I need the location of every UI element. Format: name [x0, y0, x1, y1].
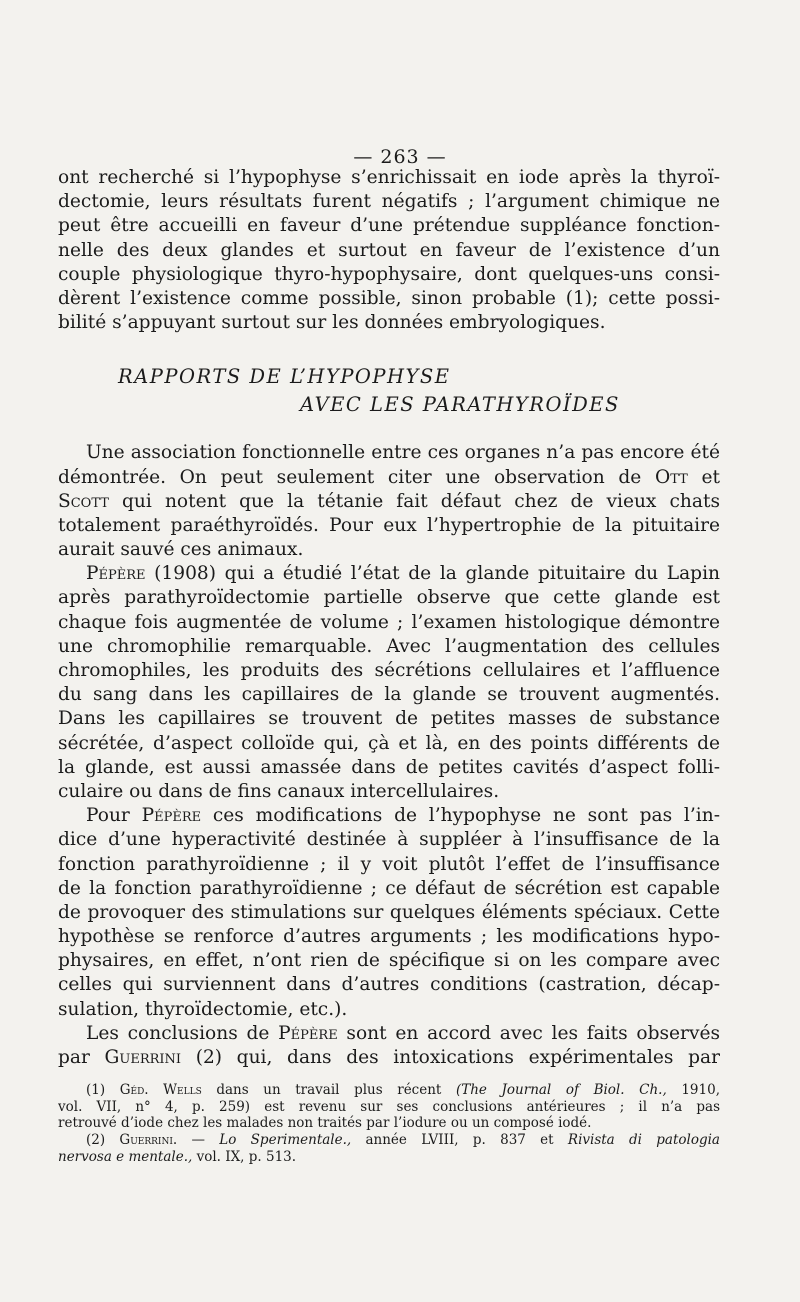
text-line: culaire ou dans de fins canaux intercellulaires.	[58, 780, 500, 802]
footnote-2: (2) Guerrini. — Lo Sperimentale., année LVIII, p. 837 et Rivista di patologia	[86, 1131, 720, 1148]
text-line: dice d’une hyperactivité destinée à suppléer à l’insuffisance de la	[58, 829, 720, 851]
heading-line-1: RAPPORTS DE L’HYPOPHYSE	[118, 365, 451, 389]
author-name: Ott	[654, 466, 688, 488]
footnote-1-line: vol. VII, n° 4, p. 259) est revenu sur ses conclusions antérieures ; il n’a pas	[58, 1098, 720, 1115]
text-line: de la fonction parathyroïdienne ; ce défaut de sécrétion est capable	[58, 877, 720, 899]
text-line: après parathyroïdectomie partielle observe que cette glande est	[58, 587, 720, 609]
text-line: du sang dans les capillaires de la glande se trouvent augmentés.	[58, 684, 720, 706]
text-line: sulation, thyroïdectomie, etc.).	[58, 998, 348, 1020]
author-name: Géd. Wells	[119, 1082, 202, 1099]
text-line: bilité s’appuyant surtout sur les données embryologiques.	[58, 312, 606, 334]
text-line: dectomie, leurs résultats furent négatifs ; l’argument chimique ne	[58, 191, 720, 213]
page-body	[58, 166, 720, 1165]
text-line: fonction parathyroïdienne ; il y voit plutôt l’effet de l’insuffisance	[58, 853, 720, 875]
author-name: Guerrini.	[119, 1131, 178, 1148]
footnotes	[58, 1082, 720, 1165]
author-name: Pépère	[86, 563, 146, 585]
text-line: hypothèse se renforce d’autres arguments ; les modifications hypo-	[58, 926, 720, 948]
text-line: aurait sauvé ces animaux.	[58, 539, 304, 561]
text-line: ont recherché si l’hypophyse s’enrichissait en iode après la thyroï-	[58, 167, 720, 188]
text-line: physaires, en effet, n’ont rien de spécifique si on les compare avec	[58, 950, 720, 972]
text-line: Scott qui notent que la tétanie fait défaut chez de vieux chats	[58, 490, 720, 512]
paragraph-conclusions	[58, 1022, 720, 1070]
section-heading	[58, 363, 720, 419]
text-line: peut être accueilli en faveur d’une prétendue suppléance fonction-	[58, 215, 720, 237]
footnote-2-line: nervosa e mentale., vol. IX, p. 513.	[58, 1148, 297, 1165]
text-line: Pépère (1908) qui a étudié l’état de la glande pituitaire du Lapin	[86, 563, 720, 585]
paragraph-pepere-interpretation	[58, 804, 720, 1022]
text-line: une chromophilie remarquable. Avec l’augmentation des cellules	[58, 635, 720, 657]
text-line: Dans les capillaires se trouvent de petites masses de substance	[58, 708, 720, 730]
text-line: celles qui surviennent dans d’autres conditions (castration, décap-	[58, 974, 720, 996]
paragraph-association	[58, 441, 720, 562]
text-line: la glande, est aussi amassée dans de petites cavités d’aspect folli-	[58, 756, 720, 778]
paragraph-continuation	[58, 166, 720, 335]
text-line: par Guerrini (2) qui, dans des intoxications expérimentales par	[58, 1047, 720, 1068]
heading-line-2: AVEC LES PARATHYROÏDES	[300, 393, 620, 417]
text-line: de provoquer des stimulations sur quelques éléments spéciaux. Cette	[58, 901, 720, 923]
paragraph-pepere-study	[58, 562, 720, 804]
page-number: — 263 —	[353, 146, 447, 168]
author-name: Pépère	[141, 805, 202, 827]
text-line: nelle des deux glandes et surtout en faveur de l’existence d’un	[58, 239, 720, 261]
text-line: Les conclusions de Pépère sont en accord avec les faits observés	[86, 1022, 720, 1044]
text-line: sécrétée, d’aspect colloïde qui, çà et là, en des points différents de	[58, 732, 720, 754]
text-line: couple physiologique thyro-hypophysaire, dont quelques-uns consi-	[58, 263, 720, 285]
author-name: Scott	[58, 490, 109, 512]
text-line: chromophiles, les produits des sécrétions cellulaires et l’affluence	[58, 660, 720, 681]
text-line: totalement paraéthyroïdés. Pour eux l’hypertrophie de la pituitaire	[58, 514, 720, 536]
footnote-1-line: retrouvé d’iode chez les malades non traités par l’iodure ou un composé iodé.	[58, 1115, 592, 1132]
footnote-1: (1) Géd. Wells dans un travail plus récent (The Journal of Biol. Ch., 1910,	[86, 1082, 720, 1099]
text-line: Une association fonctionnelle entre ces organes n’a pas encore été	[86, 442, 720, 464]
author-name: Guerrini	[104, 1047, 182, 1068]
text-line: dèrent l’existence comme possible, sinon probable (1); cette possi-	[58, 287, 720, 309]
text-line: démontrée. On peut seulement citer une observation de Ott et	[58, 466, 720, 488]
author-name: Pépère	[278, 1022, 338, 1044]
text-line: Pour Pépère ces modifications de l’hypophyse ne sont pas l’in-	[86, 805, 720, 827]
text-line: chaque fois augmentée de volume ; l’examen histologique démontre	[58, 611, 720, 633]
